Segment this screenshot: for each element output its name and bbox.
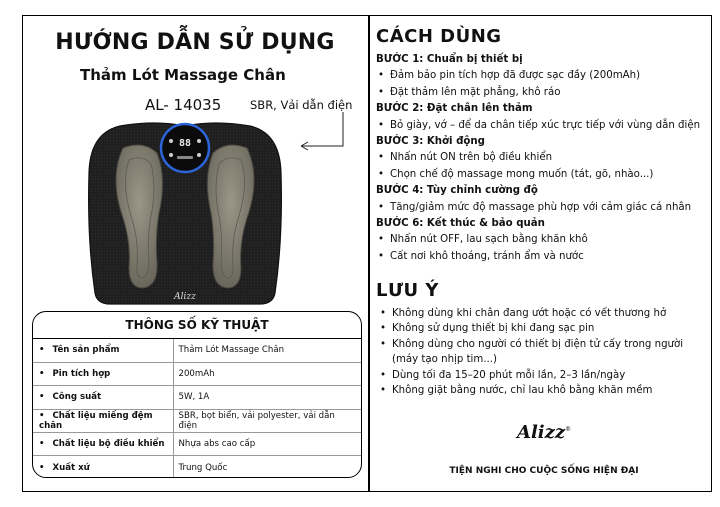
spec-row [33, 456, 361, 478]
step-item: • Tăng/giảm mức độ massage phù hợp với cảm giác cá nhân [376, 200, 712, 216]
column-divider [368, 15, 370, 492]
step-item: • Nhấn nút ON trên bộ điều khiển [376, 150, 712, 166]
specs-title: THÔNG SỐ KỸ THUẬT [33, 312, 361, 339]
step-item: • Đảm bảo pin tích hợp đã được sạc đầy (200mAh) [376, 68, 712, 84]
page-title: HƯỚNG DẪN SỬ DỤNG [55, 30, 335, 55]
step-title: BƯỚC 1: Chuẩn bị thiết bị [376, 54, 523, 65]
usage-heading: CÁCH DÙNG [376, 26, 502, 47]
controller-display: 88 [178, 138, 192, 149]
step-item: • Cất nơi khô thoáng, tránh ẩm và nước [376, 249, 712, 265]
spec-row [33, 339, 361, 362]
step-item: • Nhấn nút OFF, lau sạch bằng khăn khô [376, 232, 712, 248]
spec-value: Trung Quốc [178, 462, 228, 473]
step-title: BƯỚC 3: Khởi động [376, 135, 485, 147]
note-item: • Không giặt bằng nước, chỉ lau khô bằng khăn mềm [376, 383, 712, 398]
note-item: • Không dùng cho người có thiết bị điện tử cấy trong người (máy tạo nhịp tim...) [376, 337, 712, 368]
spec-value: Thảm Lót Massage Chân [173, 339, 361, 362]
pointer-arrow-icon [293, 112, 348, 157]
spec-row [33, 433, 361, 456]
note-item: • Không dùng khi chân đang ướt hoặc có vết thương hở [376, 306, 712, 321]
step-item: • Đặt thảm lên mặt phẳng, khô ráo [376, 85, 712, 101]
spec-row [33, 409, 361, 432]
specs-table [33, 339, 361, 478]
spec-value: SBR, bọt biển, vải polyester, vải dẫn điện [173, 409, 361, 432]
massage-mat-image [85, 118, 285, 308]
spec-value: 200mAh [173, 362, 361, 385]
spec-value: Nhựa abs cao cấp [173, 433, 361, 456]
spec-label: • Tên sản phẩm [33, 339, 173, 362]
spec-label: • Pin tích hợp [33, 362, 173, 385]
spec-label: • Chất liệu bộ điều khiển [33, 433, 173, 456]
step-item: • Chọn chế độ massage mong muốn (tát, gõ, nhào...) [376, 167, 712, 183]
material-label: SBR, Vải dẫn điện [250, 98, 353, 112]
brand-slogan: TIỆN NGHI CHO CUỘC SỐNG HIỆN ĐẠI [449, 466, 639, 476]
usage-steps [376, 52, 712, 265]
note-item: • Không sử dụng thiết bị khi đang sạc pin [376, 321, 712, 336]
notes-heading: LƯU Ý [376, 280, 439, 301]
spec-row [33, 362, 361, 385]
step-title: BƯỚC 6: Kết thúc & bảo quản [376, 217, 545, 229]
spec-label: • Xuất xứ [33, 456, 173, 478]
brand-logo: Alizz® [517, 422, 572, 443]
step-title: BƯỚC 4: Tùy chỉnh cường độ [376, 185, 538, 197]
notes-list [376, 306, 712, 398]
spec-value: 5W, 1A [173, 386, 361, 409]
spec-row [33, 386, 361, 409]
mat-brand-mark: Alizz [174, 292, 196, 302]
product-subtitle: Thảm Lót Massage Chân [80, 66, 286, 84]
spec-label: • Chất liệu miếng đệm chân [33, 409, 173, 432]
step-item: • Bỏ giày, vớ – để da chân tiếp xúc trực tiếp với vùng dẫn điện [376, 118, 712, 134]
specs-panel [32, 311, 362, 478]
step-title: BƯỚC 2: Đặt chân lên thảm [376, 103, 533, 115]
model-number: AL- 14035 [145, 96, 222, 114]
note-item: • Dùng tối đa 15–20 phút mỗi lần, 2–3 lần/ngày [376, 368, 712, 383]
spec-label: • Công suất [33, 386, 173, 409]
